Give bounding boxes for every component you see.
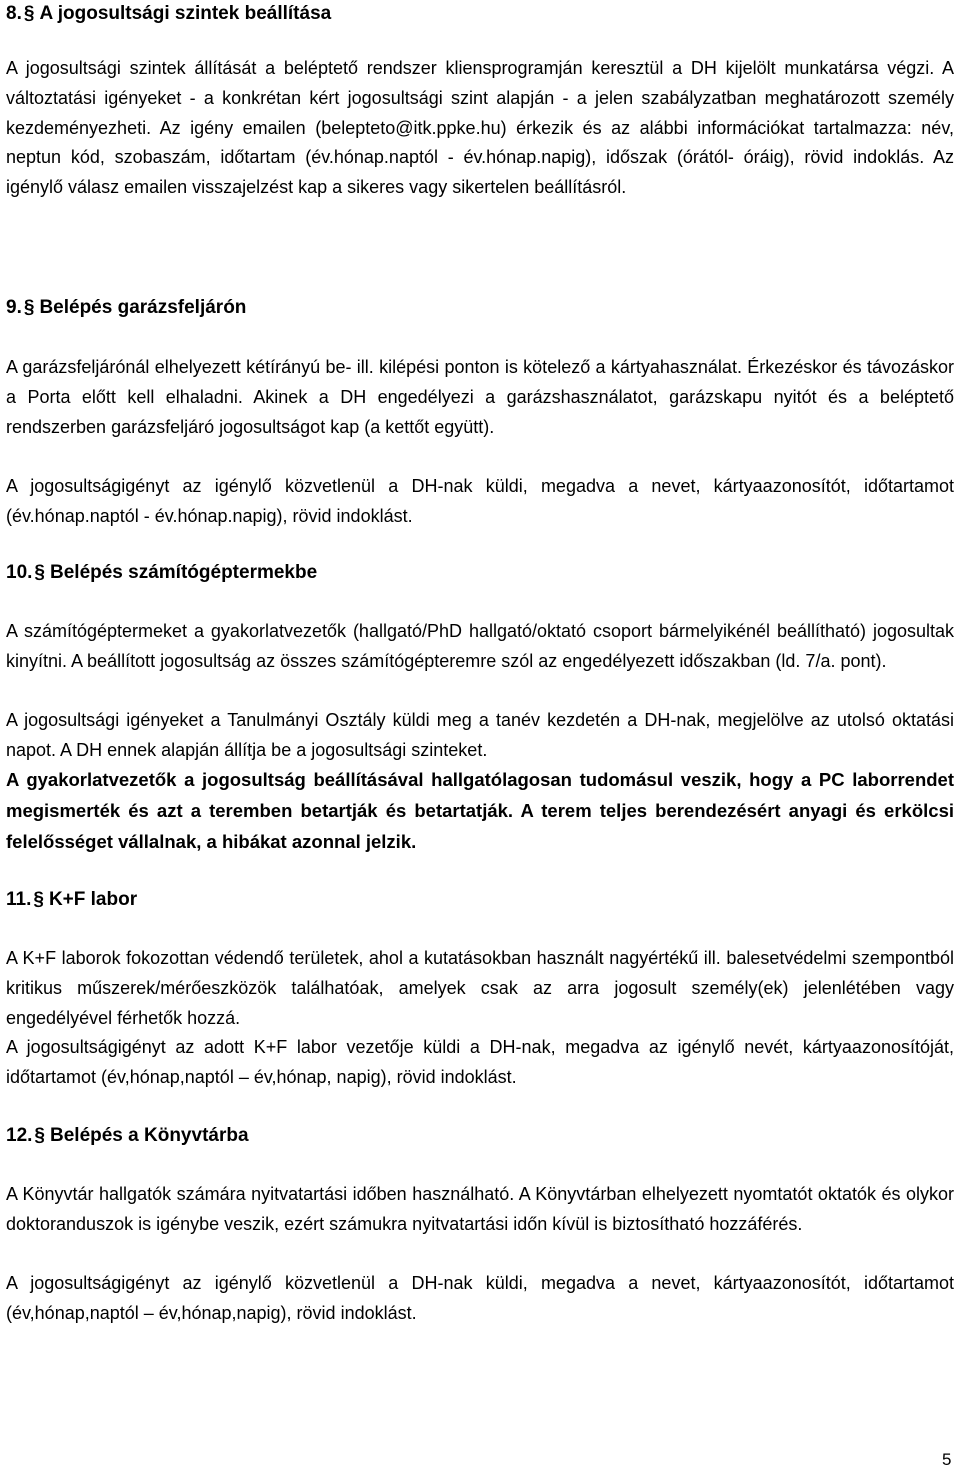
section-11-paragraph-1: A K+F laborok fokozottan védendő területek, ahol a kutatásokban használt nagyértékű ill. balesetvédelmi szempontból kritikus műszerek/mérőeszközök találhatóak, amelyek csak az arra jogosult személy(ek) jelenlétében vagy engedélyével férhetők hozzá.: [6, 948, 954, 1028]
section-12-heading: [6, 1124, 249, 1148]
section-9-paragraph-1: A garázsfeljárónál elhelyezett kétírányú be- ill. kilépési ponton is kötelező a kártyahasználat. Érkezéskor és távozáskor a Porta előtt kell elhaladni. Akinek a DH engedélyezi a garázshasználatot, garázskapu nyitót és a beléptető rendszerben garázsfeljáró jogosultságot kap (a kettőt együtt).: [6, 357, 954, 437]
section-11-heading: [6, 888, 137, 912]
section-9-heading: [6, 296, 246, 320]
section-12-paragraph-1: A Könyvtár hallgatók számára nyitvatartási időben használható. A Könyvtárban elhelyezett nyomtatót oktatók és olykor doktoranduszok is igénybe veszik, ezért számukra nyitvatartási időn kívül is biztosítható hozzáférés.: [6, 1184, 954, 1234]
section-10-paragraph-2: A jogosultsági igényeket a Tanulmányi Osztály küldi meg a tanév kezdetén a DH-nak, megjelölve az utolsó oktatási napot. A DH ennek alapján állítja be a jogosultsági szinteket.: [6, 710, 954, 760]
section-number: 12.: [6, 1125, 33, 1146]
section-title: Belépés a Könyvtárba: [50, 1125, 249, 1146]
section-number: 11.: [6, 889, 32, 910]
section-10-heading: [6, 561, 317, 585]
section-sign: §: [23, 3, 35, 24]
section-sign: §: [34, 562, 45, 583]
section-10-paragraph-3: A gyakorlatvezetők a jogosultság beállításával hallgatólagosan tudomásul veszik, hogy a PC laborrendet megismerték és azt a teremben betartják és betartatják. A terem teljes berendezésért anyagi és erkölcsi felelősséget vállalnak, a hibákat azonnal jelzik.: [6, 769, 954, 852]
section-8-paragraph-1: A jogosultsági szintek állítását a beléptető rendszer kliensprogramján keresztül a DH kijelölt munkatársa végzi. A változtatási igényeket - a konkrétan kért jogosultsági szint alapján - a jelen szabályzatban meghatározott személy kezdeményezheti. Az igény emailen (belepteto@itk.ppke.hu) érkezik és az alábbi információkat tartalmazza: név, neptun kód, szobaszám, időtartam (év.hónap.naptól - év.hónap.napig), időszak (órától- óráig), rövid indoklás. Az igénylő válasz emailen visszajelzést kap a sikeres vagy sikertelen beállításról.: [6, 58, 954, 198]
section-12-paragraph-2: A jogosultságigényt az igénylő közvetlenül a DH-nak küldi, megadva a nevet, kártyaazonosítót, időtartamot (év,hónap,naptól – év,hónap,napig), rövid indoklást.: [6, 1273, 954, 1323]
page-number: 5: [942, 1450, 952, 1469]
section-title: A jogosultsági szintek beállítása: [39, 3, 332, 24]
section-number: 8.: [6, 3, 22, 24]
section-title: Belépés számítógéptermekbe: [50, 562, 318, 583]
section-sign: §: [23, 297, 35, 318]
section-8-heading: [6, 2, 331, 26]
section-number: 10.: [6, 562, 33, 583]
section-number: 9.: [6, 297, 22, 318]
section-sign: §: [34, 1125, 45, 1146]
section-9-paragraph-2: A jogosultságigényt az igénylő közvetlenül a DH-nak küldi, megadva a nevet, kártyaazonosítót, időtartamot (év.hónap.naptól - év.hónap.napig), rövid indoklást.: [6, 476, 954, 526]
section-sign: §: [33, 889, 44, 910]
section-11-paragraph-2: A jogosultságigényt az adott K+F labor vezetője küldi a DH-nak, megadva az igénylő nevét, kártyaazonosítóját, időtartamot (év,hónap,naptól – év,hónap, napig), rövid indoklást.: [6, 1037, 954, 1087]
section-title: K+F labor: [48, 889, 138, 910]
section-10-paragraph-1: A számítógéptermeket a gyakorlatvezetők (hallgató/PhD hallgató/oktató csoport bármelyikénél beállítható) jogosultak kinyítni. A beállított jogosultság az összes számítógépteremre szól az engedélyezett időszakban (ld. 7/a. pont).: [6, 621, 954, 671]
section-title: Belépés garázsfeljárón: [39, 297, 247, 318]
